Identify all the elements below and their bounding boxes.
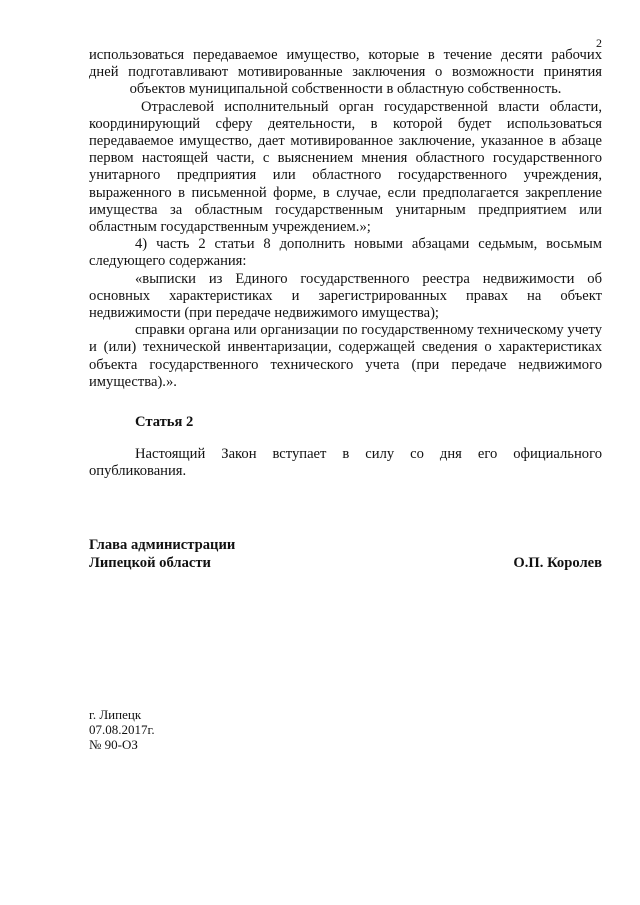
paragraph-3: 4) часть 2 статьи 8 дополнить новыми абзацами седьмым, восьмым следующего содержания:	[89, 236, 602, 270]
signature-block	[89, 536, 602, 572]
signature-title-line-1: Глава администрации	[89, 537, 236, 553]
paragraph-2: Отраслевой исполнительный орган государственной власти области, координирующий сферу деятельности, в которой будет использоваться передаваемое имущество, дает мотивированное заключение, указанное в абзаце первом настоящей части, с выяснением мнения областного государственного унитарного предприятия или областного государственного учреждения, выраженного в письменной форме, в случае, если предполагается закрепление имущества за областным государственным унитарным предприятием или областным государственным учреждением.»;	[89, 98, 602, 236]
article-2-body: Настоящий Закон вступает в силу со дня его официального опубликования.	[89, 446, 602, 480]
document-body	[89, 47, 602, 481]
document-footer	[89, 707, 155, 752]
footer-law-number: № 90-ОЗ	[89, 737, 138, 752]
footer-date: 07.08.2017г.	[89, 722, 155, 737]
paragraph-1-line-3: объектов муниципальной собственности в областную собственность.	[129, 81, 562, 98]
signature-title-line-2: Липецкой области	[89, 555, 211, 571]
paragraph-5: справки органа или организации по государственному техническому учету и (или) технической инвентаризации, содержащей сведения о характеристиках объекта государственного технического учета (при передаче недвижимого имущества).».	[89, 322, 602, 390]
paragraph-1-line-2: дней подготавливают мотивированные заключения о возможности принятия	[89, 64, 602, 81]
paragraph-4: «выписки из Единого государственного реестра недвижимости об основных характеристиках и зарегистрированных правах на объект недвижимости (при передаче недвижимого имущества);	[89, 270, 602, 322]
signatory-name: О.П. Королев	[513, 555, 602, 571]
paragraph-1-line-1: использоваться передаваемое имущество, которые в течение десяти рабочих	[89, 47, 602, 63]
footer-city: г. Липецк	[89, 707, 142, 722]
article-2-heading: Статья 2	[135, 414, 194, 431]
page-number: 2	[596, 36, 602, 50]
